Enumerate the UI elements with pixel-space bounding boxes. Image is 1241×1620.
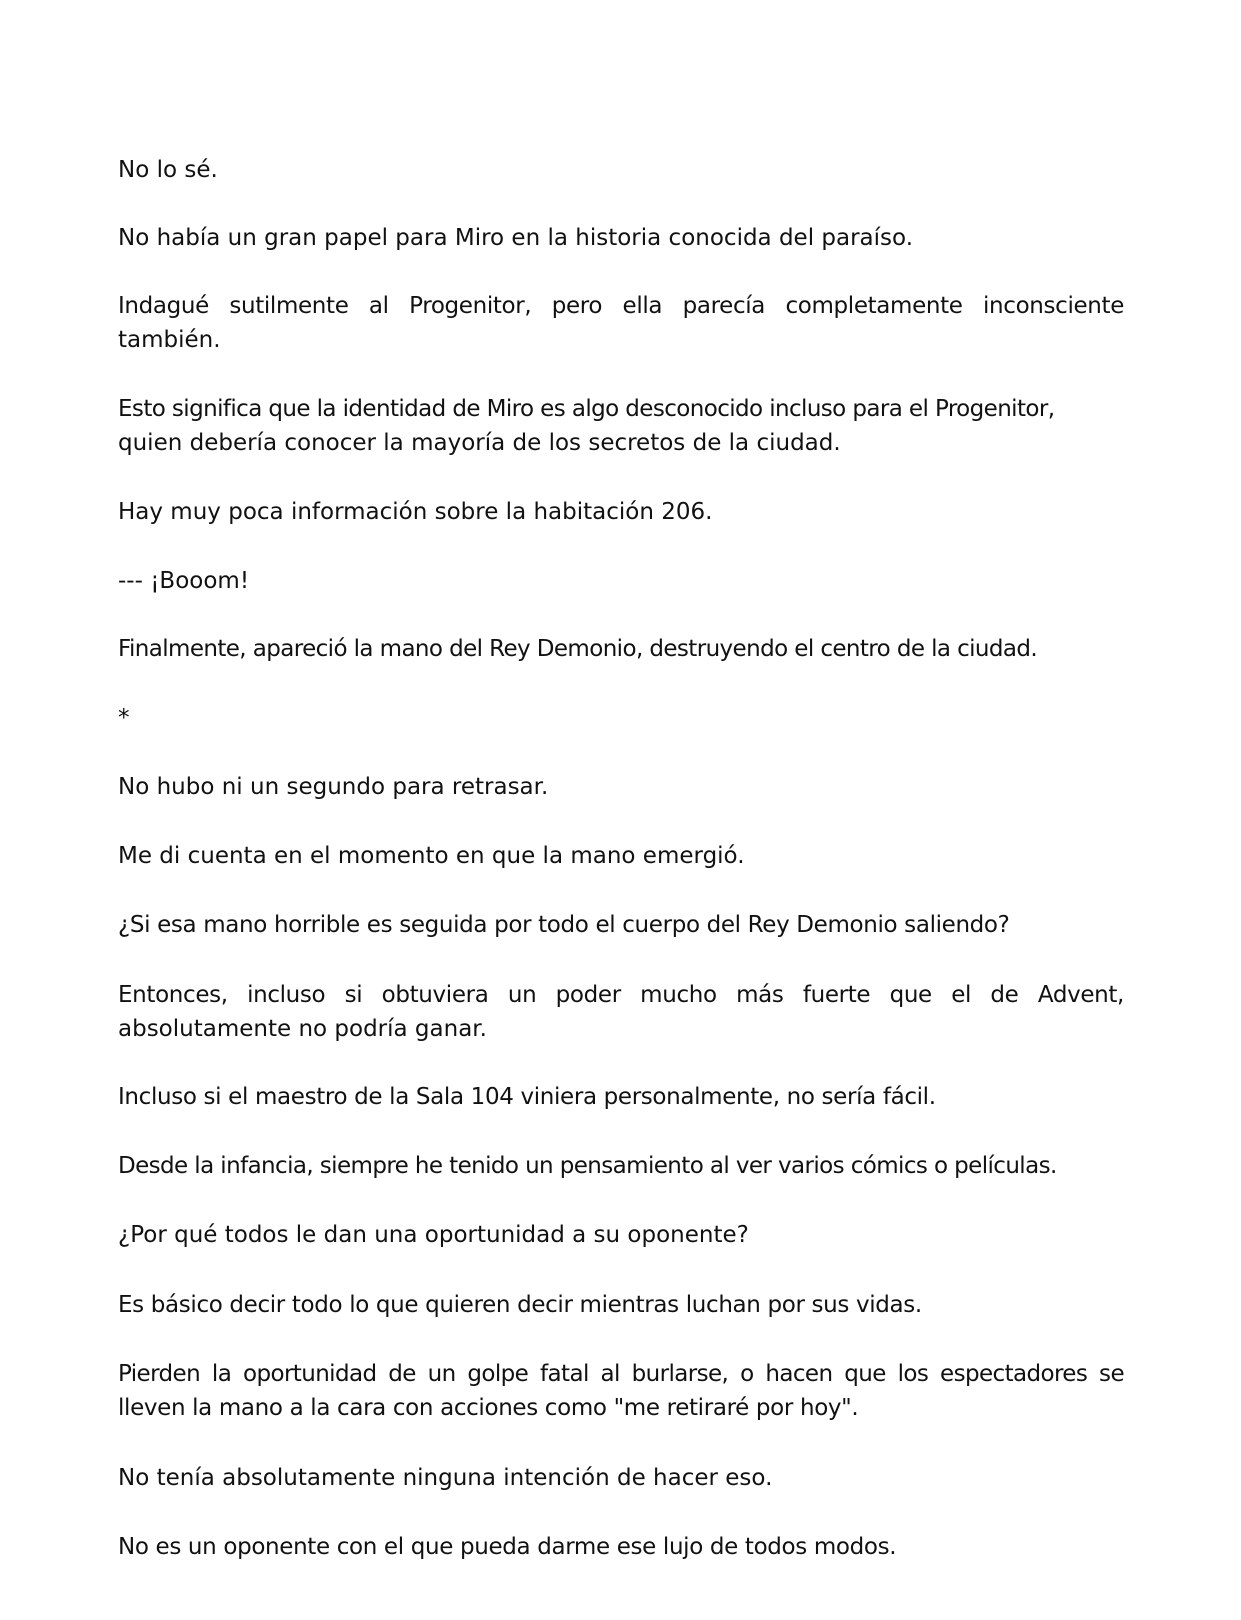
paragraph-5 xyxy=(118,495,1124,529)
paragraph-line: lleven la mano a la cara con acciones como "me retiraré por hoy". xyxy=(118,1395,859,1421)
paragraph-9 xyxy=(118,839,1124,873)
paragraph-line: Pierden la oportunidad de un golpe fatal al burlarse, o hacen que los espectadores se xyxy=(118,1361,1124,1387)
paragraph-line: No es un oponente con el que pueda darme ese lujo de todos modos. xyxy=(118,1534,897,1560)
paragraph-line: Esto significa que la identidad de Miro es algo desconocido incluso para el Progenitor, xyxy=(118,396,1055,422)
paragraph-line: Finalmente, apareció la mano del Rey Demonio, destruyendo el centro de la ciudad. xyxy=(118,636,1038,662)
paragraph-4 xyxy=(118,392,1124,460)
paragraph-line: No lo sé. xyxy=(118,157,218,183)
paragraph-line: Entonces, incluso si obtuviera un poder mucho más fuerte que el de Advent, xyxy=(118,982,1124,1008)
paragraph-line: Me di cuenta en el momento en que la mano emergió. xyxy=(118,843,745,869)
paragraph-11 xyxy=(118,978,1124,1046)
paragraph-1 xyxy=(118,153,1124,187)
paragraph-line: ¿Por qué todos le dan una oportunidad a su oponente? xyxy=(118,1222,749,1248)
paragraph-line: Incluso si el maestro de la Sala 104 viniera personalmente, no sería fácil. xyxy=(118,1084,936,1110)
paragraph-line: también. xyxy=(118,327,221,353)
paragraph-line: quien debería conocer la mayoría de los secretos de la ciudad. xyxy=(118,430,841,456)
paragraph-17 xyxy=(118,1461,1124,1495)
paragraph-line: Indagué sutilmente al Progenitor, pero ella parecía completamente inconsciente xyxy=(118,293,1124,319)
paragraph-8 xyxy=(118,770,1124,804)
paragraph-line: No había un gran papel para Miro en la historia conocida del paraíso. xyxy=(118,225,914,251)
paragraph-2 xyxy=(118,221,1124,255)
paragraph-18 xyxy=(118,1530,1124,1564)
paragraph-14 xyxy=(118,1218,1124,1252)
paragraph-10 xyxy=(118,908,1124,942)
paragraph-line: No hubo ni un segundo para retrasar. xyxy=(118,774,549,800)
paragraph-line: absolutamente no podría ganar. xyxy=(118,1016,487,1042)
paragraph-13 xyxy=(118,1149,1124,1183)
paragraph-3 xyxy=(118,289,1124,357)
section-break xyxy=(118,701,1124,735)
paragraph-12 xyxy=(118,1080,1124,1114)
paragraph-7 xyxy=(118,632,1124,666)
paragraph-15 xyxy=(118,1288,1124,1322)
paragraph-line: Es básico decir todo lo que quieren decir mientras luchan por sus vidas. xyxy=(118,1292,922,1318)
paragraph-line: ¿Si esa mano horrible es seguida por todo el cuerpo del Rey Demonio saliendo? xyxy=(118,912,1010,938)
paragraph-6 xyxy=(118,564,1124,598)
paragraph-line: * xyxy=(118,705,130,731)
paragraph-line: Hay muy poca información sobre la habitación 206. xyxy=(118,499,713,525)
paragraph-16 xyxy=(118,1357,1124,1425)
paragraph-line: --- ¡Booom! xyxy=(118,568,250,594)
paragraph-line: Desde la infancia, siempre he tenido un pensamiento al ver varios cómics o películas. xyxy=(118,1153,1057,1179)
paragraph-line: No tenía absolutamente ninguna intención de hacer eso. xyxy=(118,1465,773,1491)
